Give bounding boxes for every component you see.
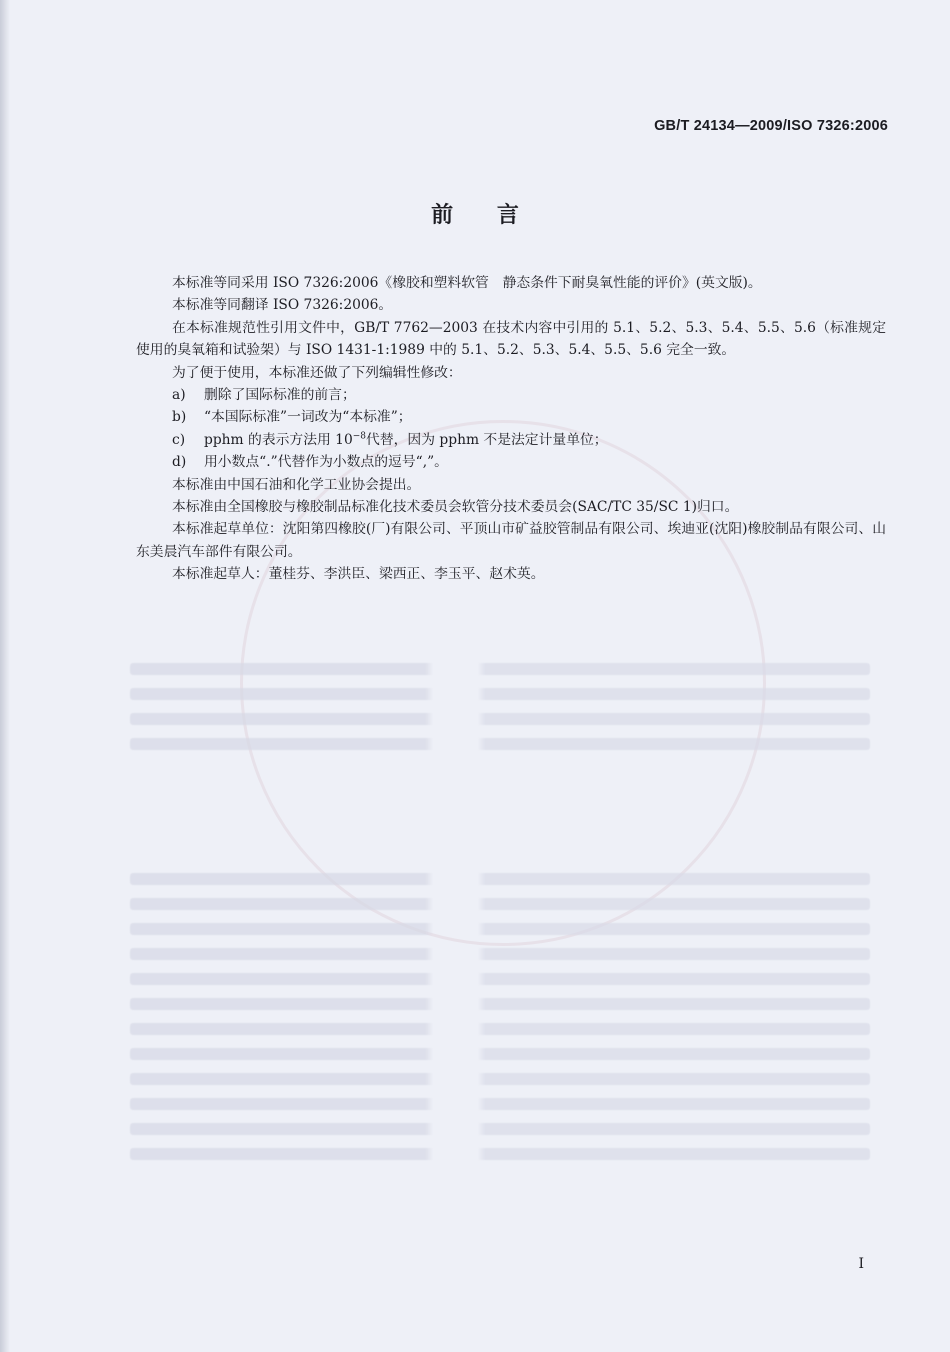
paragraph-normative-refs: 在本标准规范性引用文件中，GB/T 7762—2003 在技术内容中引用的 5.1、5.2、5.3、5.4、5.5、5.6（标准规定使用的臭氧箱和试验架）与 ISO 1431-1:1989 中的 5.1、5.2、5.3、5.4、5.5、5.6 完全一致。 bbox=[136, 319, 886, 359]
paragraph-drafters: 本标准起草人：董桂芬、李洪臣、梁西正、李玉平、赵术英。 bbox=[172, 566, 545, 583]
list-marker: a) bbox=[172, 387, 186, 404]
list-item bbox=[136, 451, 886, 473]
list-marker: c) bbox=[172, 431, 186, 448]
list-item-text: 删除了国际标准的前言； bbox=[204, 387, 356, 404]
paragraph-drafting-units: 本标准起草单位：沈阳第四橡胶(厂)有限公司、平顶山市矿益胶管制品有限公司、埃迪亚(沈阳)橡胶制品有限公司、山东美晨汽车部件有限公司。 bbox=[136, 521, 886, 560]
list-marker: b) bbox=[172, 409, 187, 426]
list-marker: d) bbox=[172, 454, 187, 471]
paragraph-adoption: 本标准等同采用 ISO 7326:2006《橡胶和塑料软管 静态条件下耐臭氧性能的评价》(英文版)。 bbox=[172, 275, 762, 291]
list-item bbox=[136, 406, 886, 428]
page-number: I bbox=[858, 1256, 864, 1272]
paragraph-translation: 本标准等同翻译 ISO 7326:2006。 bbox=[172, 297, 393, 314]
list-item-text: “本国际标准”一词改为“本标准”； bbox=[204, 409, 412, 426]
list-item-text: 用小数点“.”代替作为小数点的逗号“,”。 bbox=[204, 454, 448, 471]
paragraph-editorial-intro: 为了便于使用，本标准还做了下列编辑性修改： bbox=[172, 364, 462, 381]
paragraph-committee: 本标准由全国橡胶与橡胶制品标准化技术委员会软管分技术委员会(SAC/TC 35/SC 1)归口。 bbox=[172, 499, 739, 516]
bleed-through-text-lower bbox=[130, 860, 870, 1173]
list-item bbox=[136, 384, 886, 406]
page-title: 前 言 bbox=[431, 203, 537, 228]
standard-code: GB/T 24134—2009/ISO 7326:2006 bbox=[654, 118, 888, 134]
list-item-text: pphm 的表示方法用 10 bbox=[204, 431, 353, 448]
bleed-through-text bbox=[130, 650, 870, 763]
paragraph-proposer: 本标准由中国石油和化学工业协会提出。 bbox=[172, 476, 421, 493]
list-item-text-tail: 代替，因为 pphm 不是法定计量单位； bbox=[366, 431, 608, 448]
foreword-body bbox=[136, 272, 886, 586]
list-item bbox=[136, 429, 886, 451]
superscript-exponent: −8 bbox=[352, 431, 367, 442]
